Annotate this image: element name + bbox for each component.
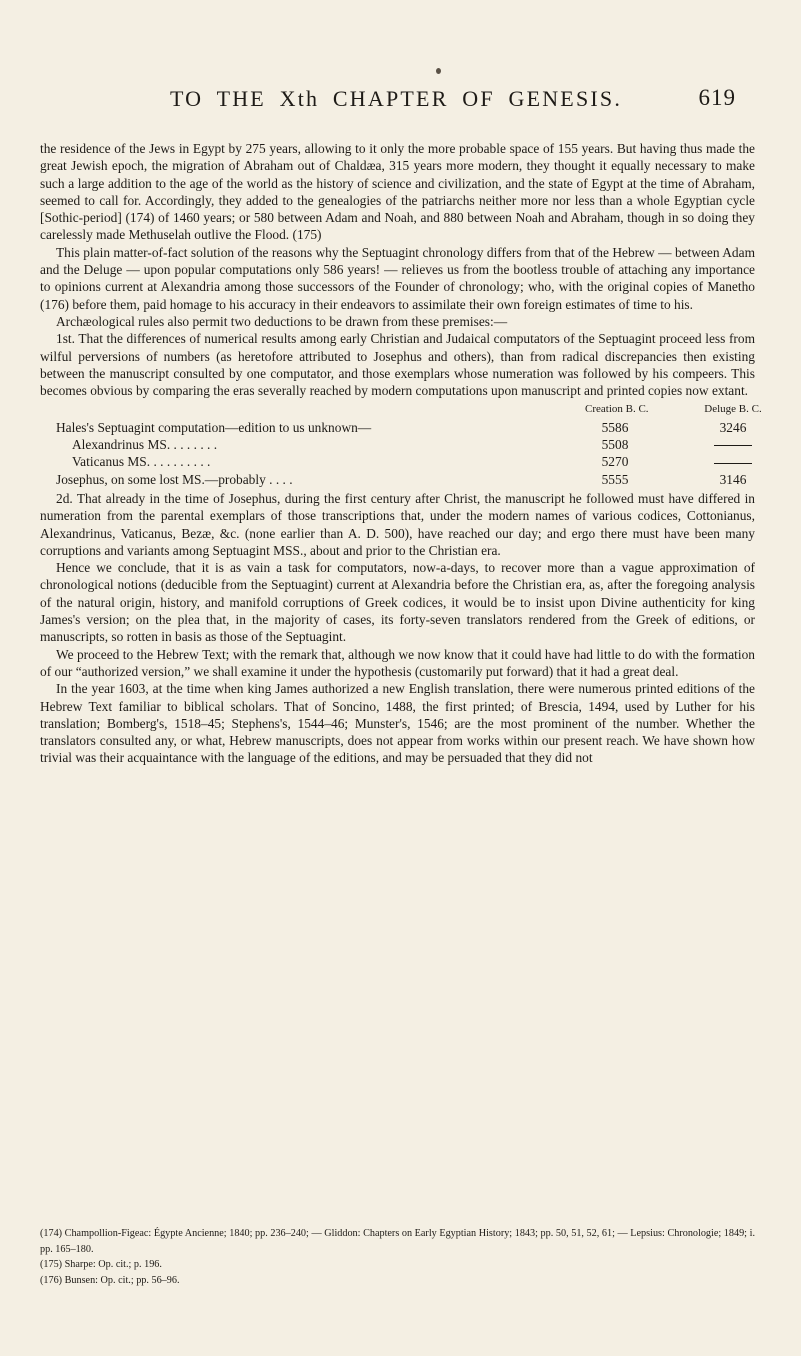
footnotes xyxy=(40,1226,755,1288)
creation-value: 5270 xyxy=(601,454,629,470)
paragraph-8: In the year 1603, at the time when king James authorized a new English translation, there were numerous printed editions of the Hebrew Text familiar to biblical scholars. That of Soncino, 1488, the first printed; of Brescia, 1494, used by Luther for his translation; Bomberg's, 1518–45; Stephens's, 1544–46; Munster's, 1546; are the most prominent of the number. Whether the translators consulted any, or what, Hebrew manuscripts, does not appear from works within our present reach. We have shown how trivial was their acquaintance with the language of the editions, and may be persuaded that they did not xyxy=(40,681,755,766)
paragraph-7: We proceed to the Hebrew Text; with the remark that, although we now know that it could have had little to do with the formation of our “authorized version,” we shall examine it under the hypothesis (customarily put forward) that it had a great deal. xyxy=(40,646,755,679)
paragraph-1: the residence of the Jews in Egypt by 275 years, allowing to it only the more probable space of 155 years. But having thus made the great Jewish epoch, the migration of Abraham out of Chaldæa, 315 years more modern, they thought it equally necessary to make such a large addition to the age of the world as the history of science and civilization, and the state of Egypt at the time of Abraham, seemed to call for. Accordingly, they added to the genealogies of the patriarchs neither more nor less than a whole Egyptian cycle [Sothic-period] (174) of 1460 years; or 580 between Adam and Noah, and 880 between Noah and Abraham, though in so doing they carelessly made Methuselah outlive the Flood. (175) xyxy=(40,141,755,243)
table-row xyxy=(56,419,755,436)
table-header-row xyxy=(56,401,762,418)
paragraph-4: 1st. That the differences of numerical results among early Christian and Judaical computators of the Septuagint proceed less from wilful perversions of numbers (as heretofore attributed to Josephus and others), than from radical discrepancies then existing between the manuscript consulted by one computator, and those exemplars whose numeration was followed by his compeers. This becomes obvious by comparing the eras severally reached by modern computations upon manuscript and printed copies now extant. xyxy=(40,331,755,399)
ink-speck xyxy=(436,68,441,74)
creation-value: 5586 xyxy=(601,419,629,435)
paragraph-2: This plain matter-of-fact solution of the reasons why the Septuagint chronology differs from that of the Hebrew — between Adam and the Deluge — upon popular computations only 586 years! — relieves us from the bootless trouble of attaching any importance to opinions current at Alexandria among those successors of the Founder of chronology; who, with the original copies of Manetho (176) before them, paid homage to his accuracy in their endeavors to assimilate their own foreign estimates of time to his. xyxy=(40,244,755,312)
col-header-deluge: Deluge B. C. xyxy=(704,403,762,416)
paragraph-5: 2d. That already in the time of Josephus, during the first century after Christ, the manuscript he followed must have differed in numeration from the parental exemplars of those transcriptions that, under the modern names of various codices, Cottonianus, Alexandrinus, Vaticanus, Bezæ, &c. (none earlier than A. D. 500), have reached our day; and ergo there must have been many corruptions and variants among Septuagint MSS., about and prior to the Christian era. xyxy=(40,490,755,558)
paragraph-3: Archæological rules also permit two deductions to be drawn from these premises:— xyxy=(56,313,508,329)
running-header xyxy=(96,86,736,126)
deluge-dash xyxy=(703,453,763,470)
row-label: Josephus, on some lost MS.—probably . . . . xyxy=(56,471,293,487)
creation-value: 5555 xyxy=(601,471,629,487)
footnote-176: (176) Bunsen: Op. cit.; pp. 56–96. xyxy=(40,1274,180,1286)
main-text xyxy=(40,140,762,767)
row-label: Alexandrinus MS. . . . . . . . xyxy=(72,437,218,453)
deluge-value: 3146 xyxy=(719,471,747,487)
footnote-175: (175) Sharpe: Op. cit.; p. 196. xyxy=(40,1259,162,1270)
footnote-174: (174) Champollion-Figeac: Égypte Ancienne; 1840; pp. 236–240; — Gliddon: Chapters on Early Egyptian History; 1843; pp. 50, 51, 52, 61; — Lepsius: Chronologie; 1849; i. pp. 165–180. xyxy=(40,1228,755,1255)
paragraph-6: Hence we conclude, that it is as vain a task for computators, now-a-days, to recover more than a vague approximation of chronological notions (deducible from the Septuagint) current at Alexandria before the Christian era, as, after the foregoing analysis of the natural origin, history, and manifold corruptions of Greek codices, it would be to insist upon Divine authenticity for king James's version; on the plea that, in the majority of cases, its forty-seven translators rendered from the Greek of editions, or manuscripts, so rotten in basis as those of the Septuagint. xyxy=(40,560,755,645)
creation-value: 5508 xyxy=(601,437,629,453)
table-row xyxy=(56,436,755,453)
row-label: Hales's Septuagint computation—edition to us unknown— xyxy=(56,419,372,435)
table-row xyxy=(56,453,755,470)
deluge-dash xyxy=(703,436,763,453)
table-row xyxy=(56,471,755,488)
row-label: Vaticanus MS. . . . . . . . . . xyxy=(72,454,211,470)
page-number: 619 xyxy=(698,85,736,110)
chronology-table xyxy=(56,401,762,487)
deluge-value: 3246 xyxy=(719,419,747,435)
running-title: TO THE Xth CHAPTER OF GENESIS. xyxy=(169,86,623,111)
col-header-creation: Creation B. C. xyxy=(585,403,649,416)
